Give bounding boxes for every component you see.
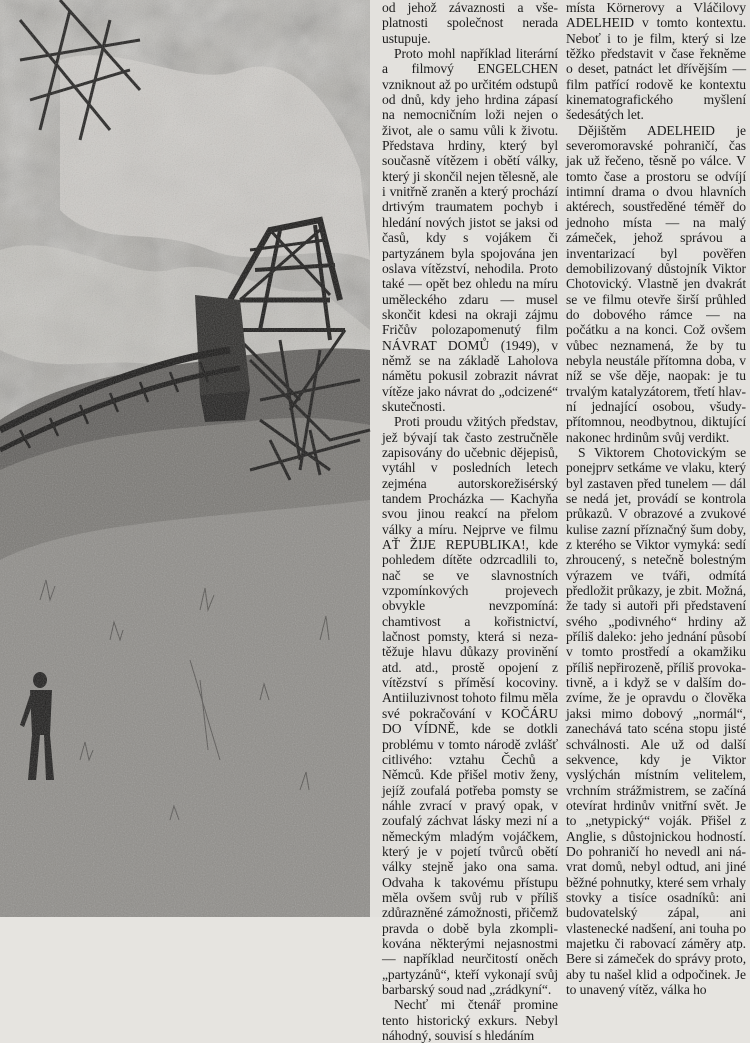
- paragraph: Nechť mi čtenář promine tento historický exkurs. Nebyl náhodný, souvisí s hledáním: [382, 997, 558, 1043]
- paragraph: Dějištěm ADELHEID je severomoravské pohraničí, čas jak už řečeno, těsně po válce. V tomto čase a prostoru se odvíjí intimní drama o dvou hlavních aktérech, soustředěné téměř do jednoho místa — na malý zámeček, jehož správou a inventarizací byl pověřen demobilizovaný důstojník Viktor Chotovický. Vlastně jen dvakrát se ve filmu otevře širší průhled do dobového rámce — na počátku a na konci. Což ovšem vůbec neznamená, že by tu nebyla neustále přítomna doba, v níž se vše děje, naopak: je tu trvalým katalyzátorem, třetí hlavní jednající osobou, všudypřítomnou, neodbytnou, diktující nakonec hrdinům svůj verdikt.: [566, 122, 746, 445]
- paragraph: Proto mohl například literární a filmový ENGELCHEN vzniknout až po určitém odstupů od dnů, kdy jeho hrdina zápasí na nemocničním loži nejen o život, ale o samu vůli k životu. Představa hrdiny, který byl současně vítězem i obětí války, který ji skončil nejen tělesně, ale i vnitřně zraněn a který prochází drtivým traumatem pochyb i hledání nových jistot se jaksi od časů, kdy s vojákem či partyzánem byla spojována jen oslava vítězství, nehodila. Proto také — opět bez ohledu na míru uměleckého zdaru — musel skončit kdesi na okraji zájmu Fričův polozapomenutý film NÁVRAT DOMŮ (1949), v němž se na základě Laholova námětu pokusil zobrazit návrat vítěze jako návrat do „odcizené“ skutečnosti.: [382, 46, 558, 414]
- text-column-1: [382, 0, 558, 1043]
- paragraph: Proti proudu vžitých představ, jež bývají tak často zestručněle zapisovány do učebnic dějepisů, vytáhl v posledních letech zejména autorskorežisérský tandem Procházka — Kachyňa svou jinou reakcí na přelom války a míru. Nejprve ve filmu AŤ ŽIJE REPUBLIKA!, kde pohledem dítěte odzrcadlili to, nač se ve slavnostních vzpomínkových projevech obvykle nevzpomíná: chamtivost a kořistnictví, lačnost pomsty, která si nezatěžuje hlavu důkazy provinění atd. atd., prostě opojení z vítězství s příměsí kocoviny. Antiiluzivnost tohoto filmu měla své pokračování v KOČÁRU DO VÍDNĚ, kde se dotkli problému v tomto národě zvlášť citlivého: vztahu Čechů a Němců. Kde přišel motiv ženy, jejíž zoufalá potřeba pomsty se náhle zvrací v pravý opak, v zoufalý záchvat lásky mezi ní a německým mladým vojáčkem, který je v pojetí tvůrců obětí války stejně jako ona sama. Odvaha k takovému přístupu měla ovšem svůj rub v příliš zdůrazněné zámožnosti, přičemž pravda o době byla zkomplikována některými nejasnostmi — například neurčitostí oněch „partyzánů“, kteří vykonají svůj barbarský soud nad „zrádkyní“.: [382, 414, 558, 997]
- text-column-2: [566, 0, 746, 997]
- photo-graphic: [0, 0, 370, 917]
- paragraph: S Viktorem Chotovickým se ponejprv setkáme ve vlaku, který byl zastaven před tunelem — dál se nedá jet, provádí se kontrola průkazů. V obrazové a zvukové kulise zazní příznačný šum doby, z kterého se Viktor vymyká: sedí zhroucený, s netečně bolestným výrazem ve tváři, odmítá předložit průkazy, je zbit. Možná, že tady si autoři při představení svého „podivného“ hrdiny až příliš daleko: jeho jednání působí v tomto prostředí a okamžiku příliš nepřirozeně, příliš provokativně, a i když se v dalším dozvíme, že je opravdu o člověka jaksi mimo dobový „normál“, zanechává tato scéna stopu jisté schválnosti. Ale už od další sekvence, kdy je Viktor vyslýchán místním velitelem, vrchním strážmistrem, se začíná otevírat hrdinův vnitřní svět. Je to „netypický“ voják. Přišel z Anglie, s důstojnickou hodností. Do pohraničí ho nevedl ani návrat domů, nebyl odtud, ani jiné běžné pohnutky, které sem vrhaly stovky a tisíce osadníků: ani budovatelský zápal, ani vlastenecké nadšení, ani touha po majetku či rabovací záměry atp. Bere si zámeček do správy proto, aby tu našel klid a odpočinek. Je to unavený vítěz, válka ho: [566, 444, 746, 997]
- paragraph: od jehož závaznosti a všeplatnosti společnost nerada ustupuje.: [382, 0, 558, 46]
- paragraph: místa Körnerovy a Vláčilovy ADELHEID v tomto kontextu. Neboť i to je film, který si lze těžko představit v čase řekněme o deset, patnáct let dřívějším — film patřící rodově ke kontextu kinematografického myšlení šedesátých let.: [566, 0, 746, 123]
- mine-headframe-photo: [0, 0, 370, 917]
